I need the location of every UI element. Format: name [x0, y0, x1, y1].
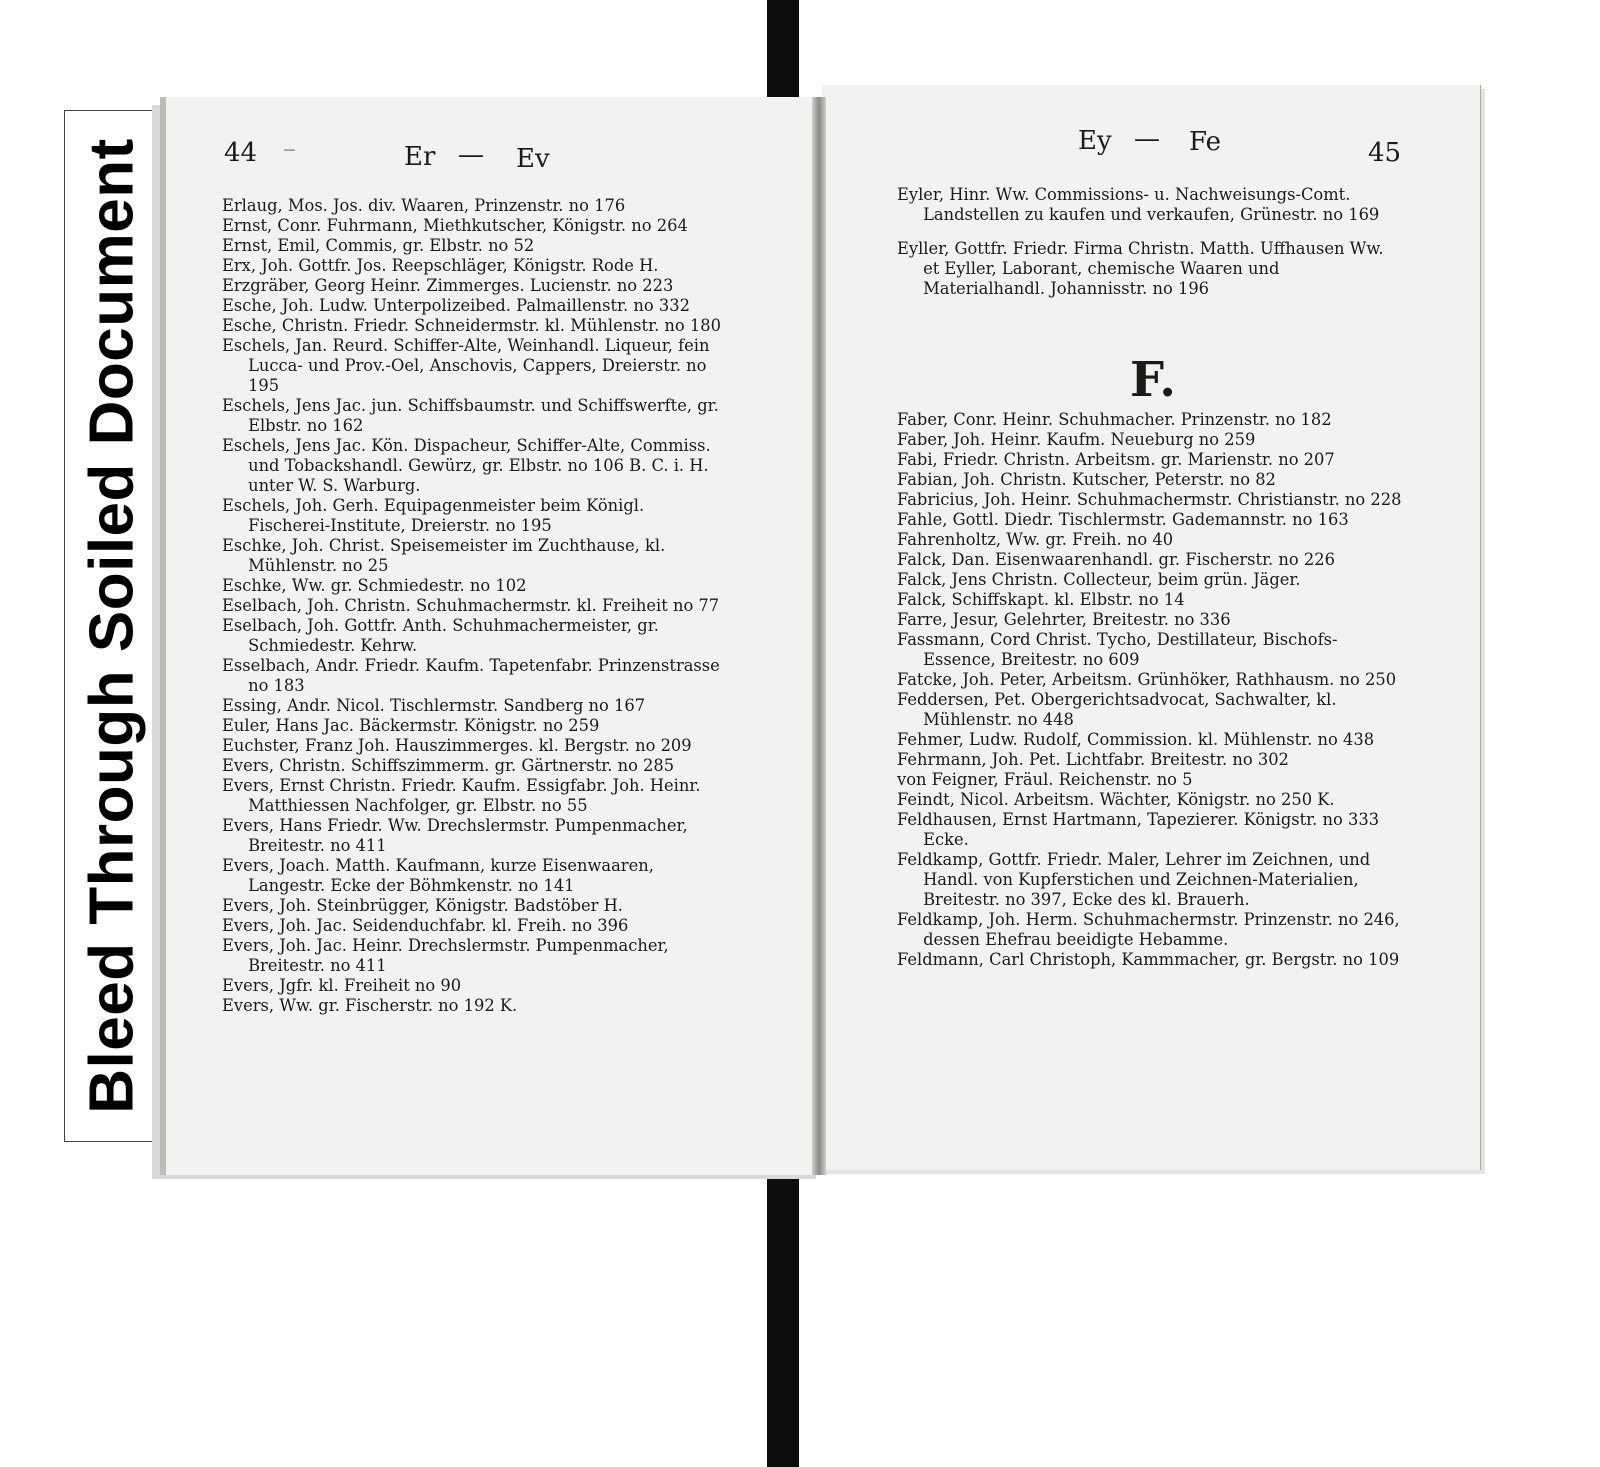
directory-entry: Eschels, Joh. Gerh. Equipagenmeister beim Königl. Fischerei-Institute, Dreierstr. no 195 — [222, 496, 645, 535]
directory-entry: Evers, Joh. Steinbrügger, Königstr. Badstöber H. — [222, 896, 623, 915]
directory-entry: Fassmann, Cord Christ. Tycho, Destillateur, Bischofs-Essence, Breitestr. no 609 — [897, 630, 1338, 669]
right-range-to: Fe — [1189, 127, 1222, 157]
directory-entry: Farre, Jesur, Gelehrter, Breitestr. no 336 — [897, 610, 1231, 629]
directory-entry: Feldmann, Carl Christoph, Kammmacher, gr. Bergstr. no 109 — [897, 950, 1400, 969]
directory-entry: Ernst, Conr. Fuhrmann, Miethkutscher, Königstr. no 264 — [222, 216, 688, 235]
directory-entry: Eselbach, Joh. Gottfr. Anth. Schuhmachermeister, gr. Schmiedestr. Kehrw. — [222, 616, 659, 655]
directory-entry: von Feigner, Fräul. Reichenstr. no 5 — [897, 770, 1193, 789]
directory-entry: Falck, Schiffskapt. kl. Elbstr. no 14 — [897, 590, 1185, 609]
directory-entry: Feldhausen, Ernst Hartmann, Tapezierer. Königstr. no 333 Ecke. — [897, 810, 1380, 849]
right-entry-list-top — [897, 185, 1402, 299]
directory-entry: Evers, Christn. Schiffszimmerm. gr. Gärtnerstr. no 285 — [222, 756, 675, 775]
bookmark-ribbon-bottom — [767, 1150, 799, 1467]
directory-entry: Feindt, Nicol. Arbeitsm. Wächter, Königstr. no 250 K. — [897, 790, 1335, 809]
directory-entry: Faber, Joh. Heinr. Kaufm. Neueburg no 259 — [897, 430, 1256, 449]
directory-entry: Feddersen, Pet. Obergerichtsadvocat, Sachwalter, kl. Mühlenstr. no 448 — [897, 690, 1337, 729]
right-entry-list — [897, 410, 1402, 970]
left-range-from: Er — [404, 142, 436, 172]
directory-entry: Essing, Andr. Nicol. Tischlermstr. Sandberg no 167 — [222, 696, 646, 715]
directory-entry: Esselbach, Andr. Friedr. Kaufm. Tapetenfabr. Prinzenstrasse no 183 — [222, 656, 720, 695]
directory-entry: Faber, Conr. Heinr. Schuhmacher. Prinzenstr. no 182 — [897, 410, 1332, 429]
directory-entry: Eschke, Ww. gr. Schmiedestr. no 102 — [222, 576, 527, 595]
left-header-dash: – — [283, 134, 296, 164]
directory-entry: Fatcke, Joh. Peter, Arbeitsm. Grünhöker, Rathhausm. no 250 — [897, 670, 1397, 689]
directory-entry: Euchster, Franz Joh. Hauszimmerges. kl. Bergstr. no 209 — [222, 736, 692, 755]
right-page-number: 45 — [1368, 138, 1402, 168]
left-range-sep: — — [458, 140, 484, 170]
directory-entry: Fabricius, Joh. Heinr. Schuhmachermstr. Christianstr. no 228 — [897, 490, 1402, 509]
directory-entry: Evers, Joh. Jac. Heinr. Drechslermstr. Pumpenmacher, Breitestr. no 411 — [222, 936, 669, 975]
directory-entry: Feldkamp, Joh. Herm. Schuhmachermstr. Prinzenstr. no 246, dessen Ehefrau beeidigte Hebamme. — [897, 910, 1400, 949]
directory-entry: Falck, Dan. Eisenwaarenhandl. gr. Fischerstr. no 226 — [897, 550, 1335, 569]
directory-entry: Eyller, Gottfr. Friedr. Firma Christn. Matth. Uffhausen Ww. et Eyller, Laborant, chemische Waaren und Materialhandl. Johannisstr. no 196 — [897, 239, 1384, 298]
directory-entry: Eschels, Jan. Reurd. Schiffer-Alte, Weinhandl. Liqueur, fein Lucca- und Prov.-Oel, Anschovis, Cappers, Dreierstr. no 195 — [222, 336, 710, 395]
directory-entry: Falck, Jens Christn. Collecteur, beim grün. Jäger. — [897, 570, 1301, 589]
directory-entry: Erx, Joh. Gottfr. Jos. Reepschläger, Königstr. Rode H. — [222, 256, 659, 275]
directory-entry: Eschke, Joh. Christ. Speisemeister im Zuchthause, kl. Mühlenstr. no 25 — [222, 536, 666, 575]
directory-entry: Fahrenholtz, Ww. gr. Freih. no 40 — [897, 530, 1174, 549]
left-range-to: Ev — [516, 144, 550, 174]
directory-entry: Evers, Ernst Christn. Friedr. Kaufm. Essigfabr. Joh. Heinr. Matthiessen Nachfolger, gr. Elbstr. no 55 — [222, 776, 701, 815]
directory-entry: Feldkamp, Gottfr. Friedr. Maler, Lehrer im Zeichnen, und Handl. von Kupferstichen und Zeichnen-Materialien, Breitestr. no 397, Ecke des kl. Brauerh. — [897, 850, 1371, 909]
directory-entry: Evers, Jgfr. kl. Freiheit no 90 — [222, 976, 462, 995]
directory-entry: Fabi, Friedr. Christn. Arbeitsm. gr. Marienstr. no 207 — [897, 450, 1335, 469]
section-letter: F. — [1130, 352, 1176, 408]
directory-entry: Erzgräber, Georg Heinr. Zimmerges. Lucienstr. no 223 — [222, 276, 674, 295]
directory-entry: Fabian, Joh. Christn. Kutscher, Peterstr. no 82 — [897, 470, 1276, 489]
condition-label-text: Bleed Through Soiled Document — [77, 138, 147, 1114]
directory-entry: Evers, Hans Friedr. Ww. Drechslermstr. Pumpenmacher, Breitestr. no 411 — [222, 816, 688, 855]
directory-entry: Esche, Christn. Friedr. Schneidermstr. kl. Mühlenstr. no 180 — [222, 316, 721, 335]
directory-entry: Eschels, Jens Jac. jun. Schiffsbaumstr. und Schiffswerfte, gr. Elbstr. no 162 — [222, 396, 719, 435]
directory-entry: Esche, Joh. Ludw. Unterpolizeibed. Palmaillenstr. no 332 — [222, 296, 690, 315]
directory-entry: Eyler, Hinr. Ww. Commissions- u. Nachweisungs-Comt. Landstellen zu kaufen und verkaufen, Grünestr. no 169 — [897, 185, 1380, 224]
right-range-from: Ey — [1078, 126, 1112, 156]
directory-entry: Evers, Joach. Matth. Kaufmann, kurze Eisenwaaren, Langestr. Ecke der Böhmkenstr. no 141 — [222, 856, 654, 895]
directory-entry: Fehmer, Ludw. Rudolf, Commission. kl. Mühlenstr. no 438 — [897, 730, 1375, 749]
right-range-sep: — — [1134, 124, 1160, 154]
directory-entry: Ernst, Emil, Commis, gr. Elbstr. no 52 — [222, 236, 535, 255]
directory-entry: Eschels, Jens Jac. Kön. Dispacheur, Schiffer-Alte, Commiss. und Tobackshandl. Gewürz, gr. Elbstr. no 106 B. C. i. H. unter W. S. Warburg. — [222, 436, 711, 495]
directory-entry: Fahle, Gottl. Diedr. Tischlermstr. Gademannstr. no 163 — [897, 510, 1349, 529]
book-gutter — [812, 97, 826, 1175]
directory-entry: Erlaug, Mos. Jos. div. Waaren, Prinzenstr. no 176 — [222, 196, 626, 215]
directory-entry: Fehrmann, Joh. Pet. Lichtfabr. Breitestr. no 302 — [897, 750, 1289, 769]
left-page-number: 44 — [224, 138, 258, 168]
bookmark-ribbon-top — [767, 0, 799, 110]
directory-entry: Eselbach, Joh. Christn. Schuhmachermstr. kl. Freiheit no 77 — [222, 596, 720, 615]
left-entry-list — [222, 196, 727, 1016]
directory-entry: Euler, Hans Jac. Bäckermstr. Königstr. no 259 — [222, 716, 600, 735]
directory-entry: Evers, Joh. Jac. Seidenduchfabr. kl. Freih. no 396 — [222, 916, 629, 935]
directory-entry: Evers, Ww. gr. Fischerstr. no 192 K. — [222, 996, 518, 1015]
